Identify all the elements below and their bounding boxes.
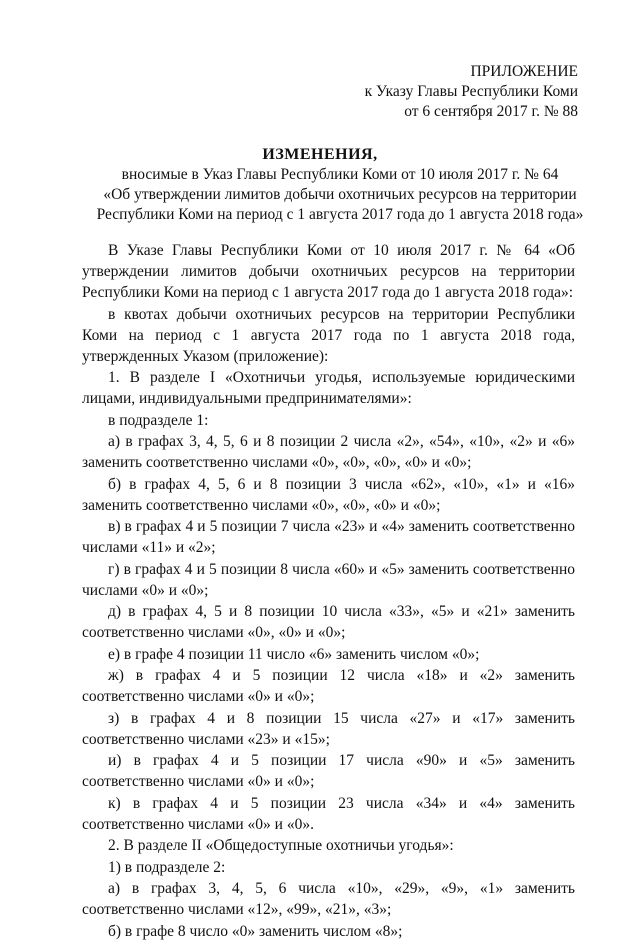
subtitle-line: вносимые в Указ Главы Республики Коми от 10 июля 2017 г. № 64 — [121, 166, 559, 183]
list-item: а) в графах 3, 4, 5, 6 числа «10», «29», «9», «1» заменить соответственно числами «12», «99», «21», «3»; — [82, 880, 575, 918]
section-heading: 2. В разделе II «Общедоступные охотничьи угодья»: — [108, 837, 454, 854]
list-item: е) в графе 4 позиции 11 число «6» заменить числом «0»; — [108, 645, 480, 663]
list-item: к) в графах 4 и 5 позиции 23 числа «34» и «4» заменить соответственно числами «0» и «0». — [82, 794, 575, 833]
subsection-heading: в подразделе 1: — [108, 411, 209, 429]
list-item: и) в графах 4 и 5 позиции 17 числа «90» и «5» заменить соответственно числами «0» и «0»; — [82, 752, 575, 790]
decree-date: от 6 сентября 2017 г. № 88 — [404, 103, 578, 120]
document-title: ИЗМЕНЕНИЯ, — [262, 146, 378, 163]
list-item: б) в графах 4, 5, 6 и 8 позиции 3 числа «62», «10», «1» и «16» заменить соответственно числами «0», «0», «0» и «0»; — [82, 475, 575, 514]
subtitle-line: Республики Коми на период с 1 августа 2017 года до 1 августа 2018 года» — [96, 206, 584, 223]
document-body — [82, 240, 575, 942]
subtitle-line: «Об утверждении лимитов добычи охотничьих ресурсов на территории — [103, 186, 577, 203]
section-heading: 1. В разделе I «Охотничьи угодья, используемые юридическими лицами, индивидуальными предпринимателями»: — [82, 369, 575, 407]
list-item: а) в графах 3, 4, 5, 6 и 8 позиции 2 числа «2», «54», «10», «2» и «6» заменить соответственно числами «0», «0», «0», «0» и «0»; — [82, 433, 575, 471]
list-item: ж) в графах 4 и 5 позиции 12 числа «18» и «2» заменить соответственно числами «0» и «0»; — [82, 667, 575, 705]
appendix-label: ПРИЛОЖЕНИЕ — [470, 63, 578, 80]
body-paragraph: в квотах добычи охотничьих ресурсов на территории Республики Коми на период с 1 августа 2017 года по 1 августа 2018 года, утвержденных Указом (приложение): — [82, 305, 575, 365]
list-item: в) в графах 4 и 5 позиции 7 числа «23» и «4» заменить соответственно числами «11» и «2»; — [82, 518, 575, 556]
appendix-header — [365, 62, 578, 122]
subsection-heading: 1) в подразделе 2: — [108, 858, 226, 876]
body-paragraph: В Указе Главы Республики Коми от 10 июля 2017 г. № 64 «Об утверждении лимитов добычи охотничьих ресурсов на территории Республики Коми на период с 1 августа 2017 года до 1 августа 2018 года»: — [82, 242, 575, 301]
list-item: з) в графах 4 и 8 позиции 15 числа «27» и «17» заменить соответственно числами «23» и «15»; — [82, 709, 575, 748]
list-item: г) в графах 4 и 5 позиции 8 числа «60» и «5» заменить соответственно числами «0» и «0»; — [82, 560, 575, 599]
list-item: б) в графе 8 число «0» заменить числом «8»; — [108, 922, 403, 940]
decree-reference: к Указу Главы Республики Коми — [364, 83, 578, 100]
list-item: д) в графах 4, 5 и 8 позиции 10 числа «33», «5» и «21» заменить соответственно числами «0», «0» и «0»; — [82, 603, 575, 641]
document-subtitle — [60, 165, 620, 225]
